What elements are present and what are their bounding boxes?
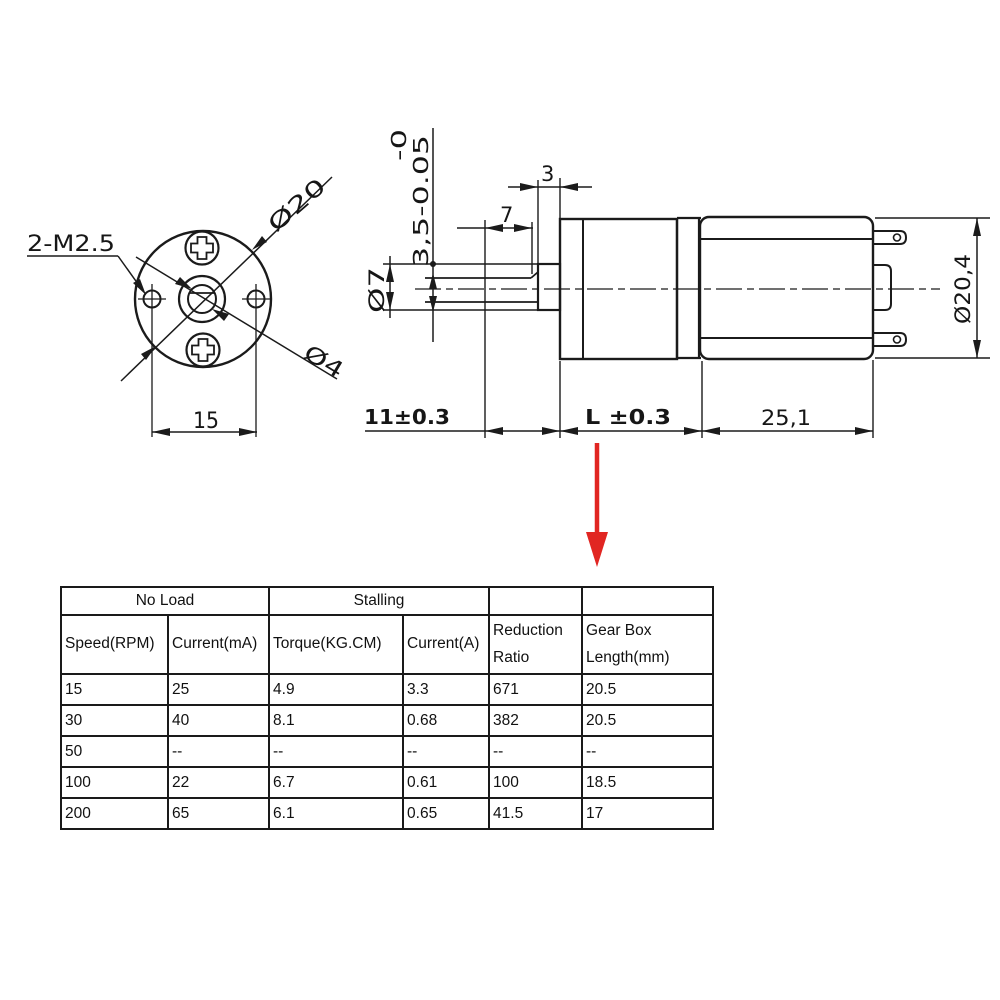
- arrowhead: [542, 427, 560, 435]
- table-row: [61, 705, 713, 736]
- arrowhead: [152, 428, 170, 436]
- table-cell: --: [582, 736, 713, 767]
- table-cell: 41.5: [489, 798, 582, 829]
- arrowhead: [485, 427, 503, 435]
- arrowhead: [429, 273, 437, 289]
- col-header-gearbox-length: Gear Box Length(mm): [582, 615, 713, 674]
- table-cell: 40: [168, 705, 269, 736]
- table-cell: --: [489, 736, 582, 767]
- arrowhead: [684, 427, 702, 435]
- label-motor-length: 25,1: [761, 406, 811, 430]
- specification-table: [60, 586, 714, 830]
- side-view: [365, 128, 990, 438]
- table-cell: 15: [61, 674, 168, 705]
- table-cell: 0.65: [403, 798, 489, 829]
- table-cell: 22: [168, 767, 269, 798]
- red-pointer-arrow: [586, 443, 608, 567]
- arrowhead: [855, 427, 873, 435]
- table-row: [61, 767, 713, 798]
- table-cell: --: [269, 736, 403, 767]
- table-cell: 20.5: [582, 705, 713, 736]
- table-cell: 50: [61, 736, 168, 767]
- arrowhead: [520, 183, 538, 191]
- label-gearbox-length: L ±0.3: [585, 405, 671, 429]
- table-cell: 17: [582, 798, 713, 829]
- table-cell: 0.61: [403, 767, 489, 798]
- col-header-reduction-ratio: Reduction Ratio: [489, 615, 582, 674]
- label-flat-height: 3,5-0.05: [409, 183, 433, 267]
- table-cell: 0.68: [403, 705, 489, 736]
- label-motor-diameter: Ø20,4: [951, 260, 975, 324]
- arrowhead: [973, 340, 981, 358]
- table-row: [61, 798, 713, 829]
- bearing-boss: [538, 264, 560, 310]
- table-cell: 382: [489, 705, 582, 736]
- phillips-cross-icon: [191, 237, 213, 259]
- label-thread-callout: 2-M2.5: [27, 232, 116, 257]
- label-flat-tol-upper: -0: [387, 141, 411, 161]
- table-cell: 65: [168, 798, 269, 829]
- col-header-speed: Speed(RPM): [61, 615, 168, 674]
- label-shaft-extension: 11±0.3: [364, 405, 450, 429]
- phillips-cross-icon: [192, 339, 214, 361]
- arrowhead: [141, 346, 156, 360]
- terminal-hole: [894, 336, 901, 343]
- label-shaft-diameter: Ø4: [298, 340, 339, 379]
- arrowhead: [514, 224, 532, 232]
- table-row: [61, 736, 713, 767]
- label-body-diameter: Ø20: [263, 188, 315, 238]
- arrowhead: [560, 427, 578, 435]
- group-header-no-load: No Load: [61, 587, 269, 615]
- table-cell: 671: [489, 674, 582, 705]
- label-hole-spacing: 15: [193, 409, 219, 434]
- arrowhead: [560, 183, 578, 191]
- table-cell: --: [403, 736, 489, 767]
- table-cell: 6.1: [269, 798, 403, 829]
- group-header-stalling: Stalling: [269, 587, 489, 615]
- table-row: [61, 674, 713, 705]
- table-cell: 30: [61, 705, 168, 736]
- table-cell: --: [168, 736, 269, 767]
- label-boss-diameter: Ø7: [365, 283, 389, 313]
- brush-cap-bump: [873, 265, 891, 310]
- table-cell: 6.7: [269, 767, 403, 798]
- table-cell: 18.5: [582, 767, 713, 798]
- group-header-empty: [582, 587, 713, 615]
- table-cell: 100: [489, 767, 582, 798]
- table-cell: 25: [168, 674, 269, 705]
- shaft-circle: [188, 285, 216, 313]
- col-header-torque: Torque(KG.CM): [269, 615, 403, 674]
- table-cell: 20.5: [582, 674, 713, 705]
- table-cell: 3.3: [403, 674, 489, 705]
- arrowhead: [239, 428, 257, 436]
- col-header-current-ma: Current(mA): [168, 615, 269, 674]
- table-column-header-row: [61, 615, 713, 674]
- table-cell: 200: [61, 798, 168, 829]
- group-header-empty: [489, 587, 582, 615]
- label-boss-width: 3: [541, 162, 555, 186]
- col-header-current-a: Current(A): [403, 615, 489, 674]
- terminal-hole: [894, 234, 901, 241]
- table-cell: 100: [61, 767, 168, 798]
- red-arrow-head-icon: [586, 532, 608, 567]
- arrowhead: [702, 427, 720, 435]
- table-cell: 8.1: [269, 705, 403, 736]
- arrowhead: [973, 218, 981, 236]
- label-flat-length: 7: [500, 203, 514, 227]
- table-body: [61, 674, 713, 829]
- table-cell: 4.9: [269, 674, 403, 705]
- table-group-header-row: [61, 587, 713, 615]
